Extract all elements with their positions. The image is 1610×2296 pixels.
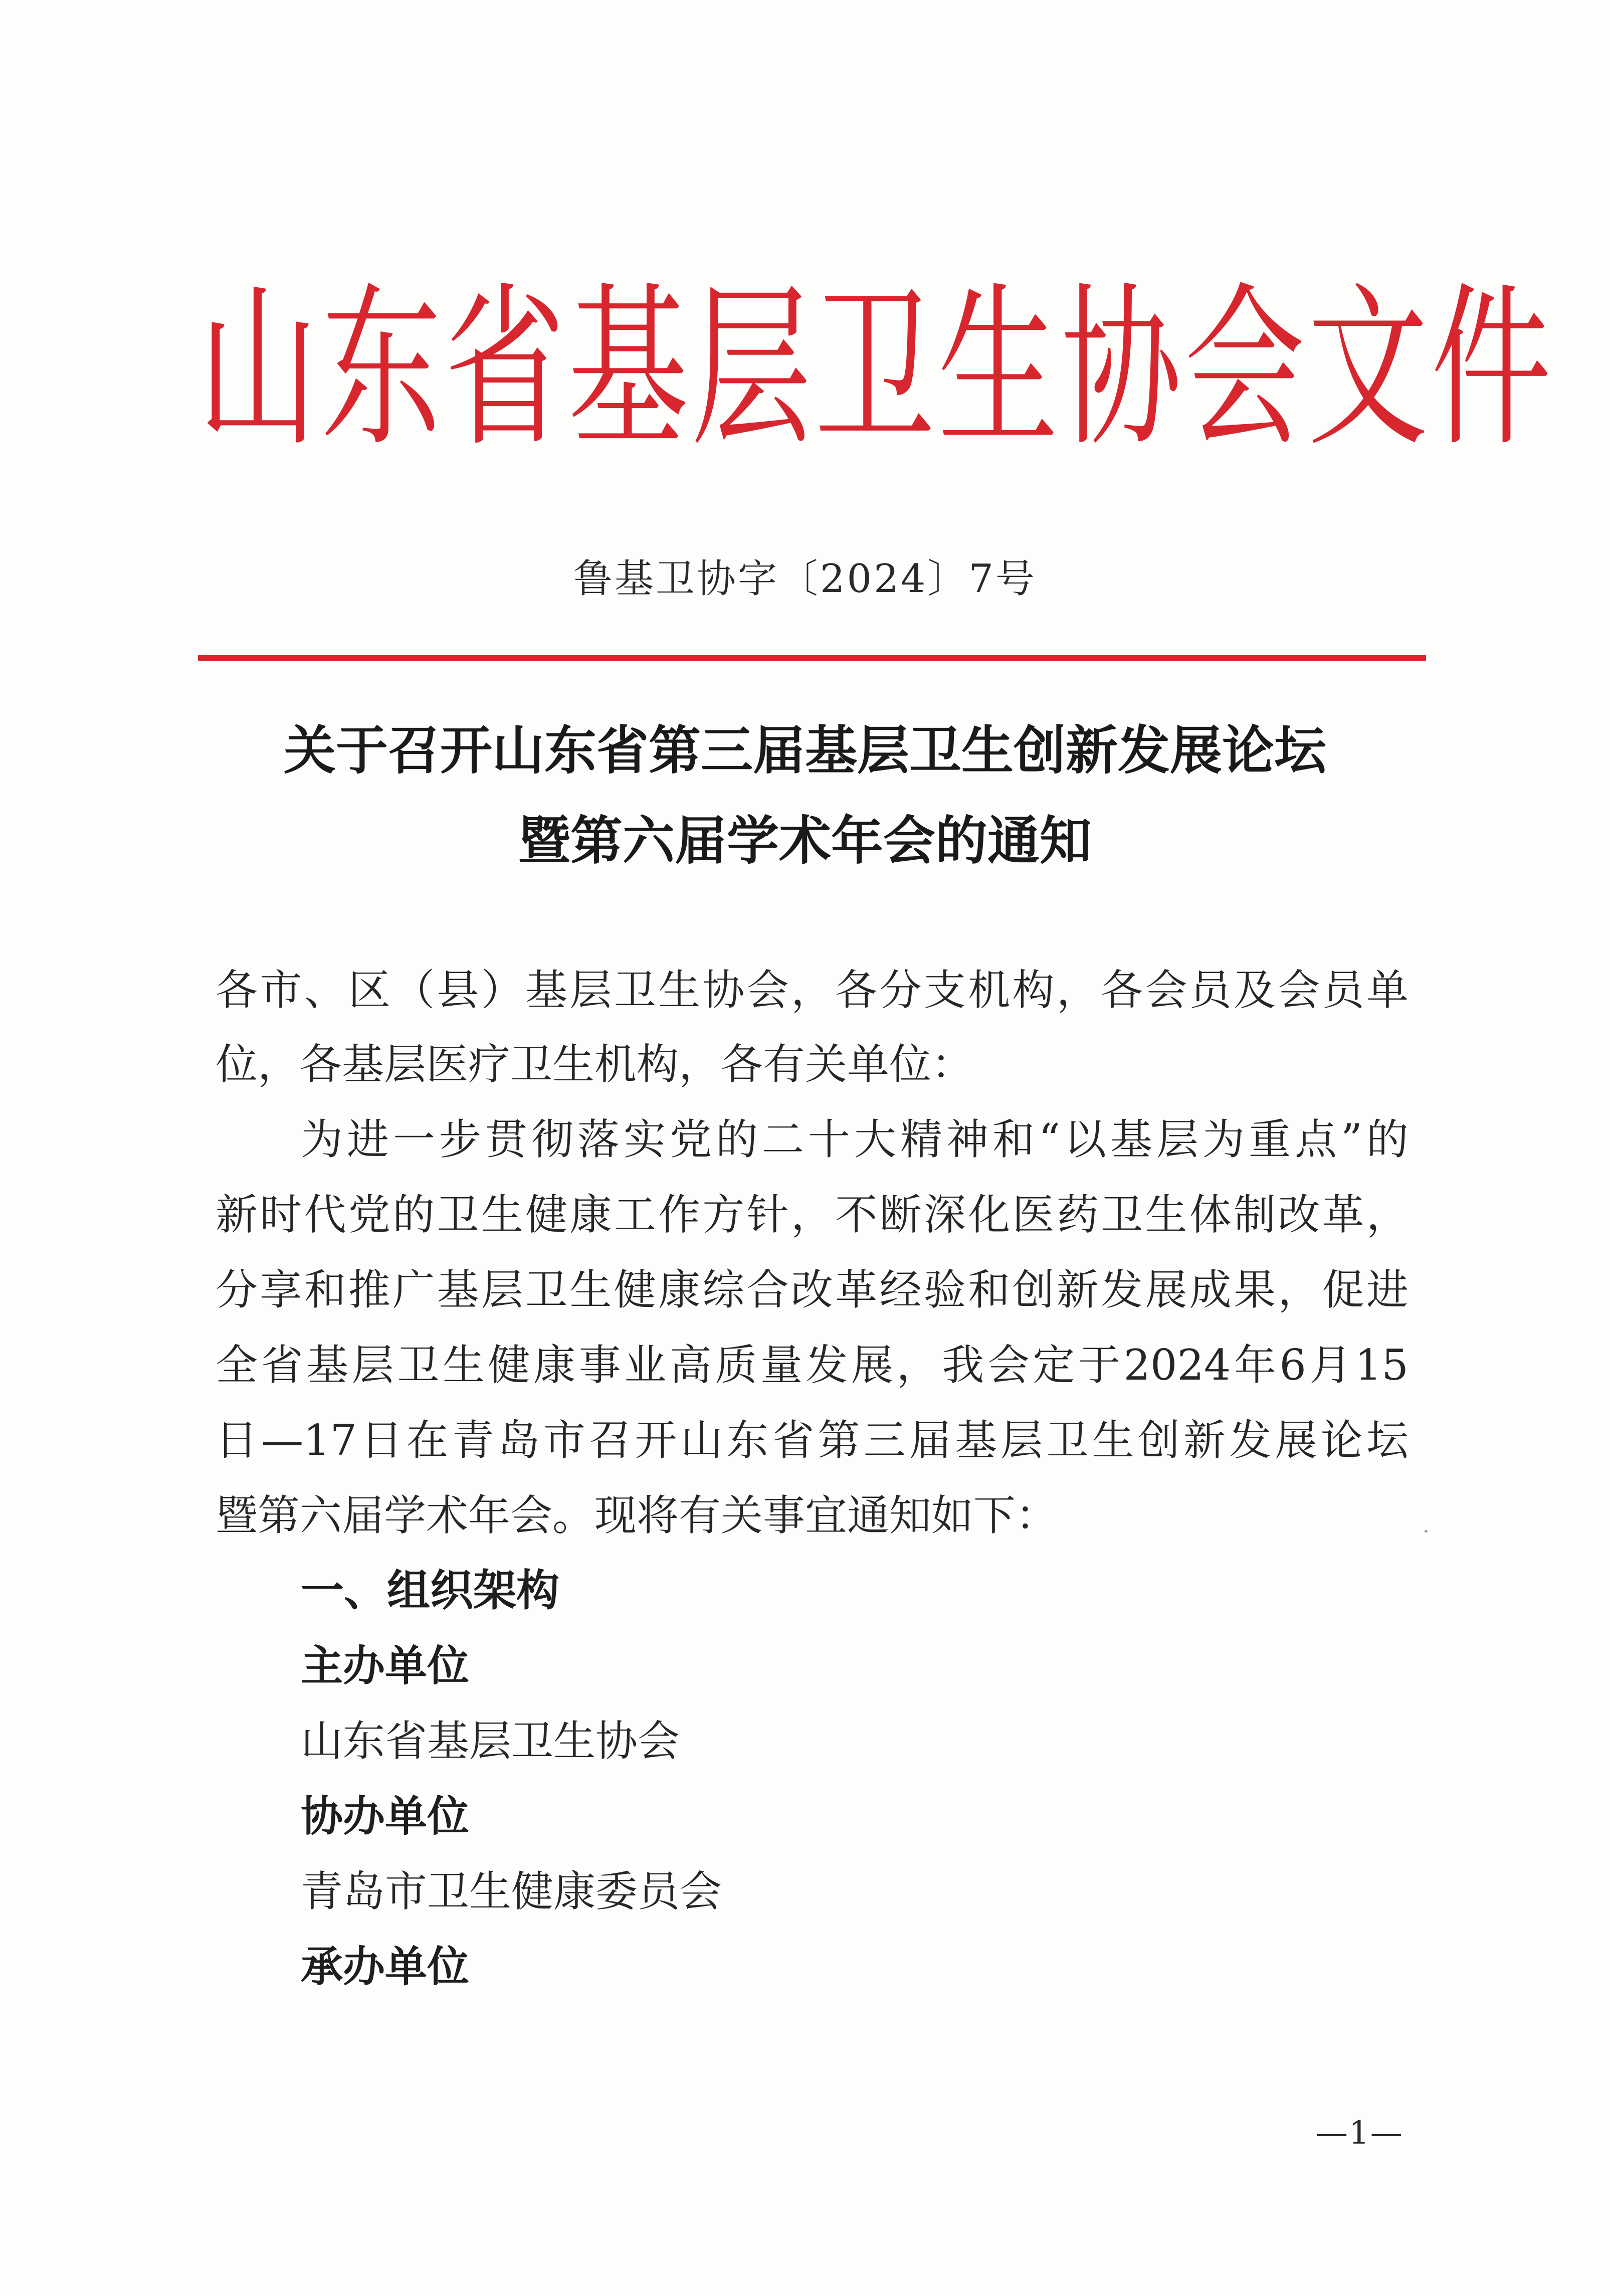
red-divider-line xyxy=(198,655,1426,661)
intro-line-5: 日—17日在青岛市召开山东省第三届基层卫生创新发展论坛 xyxy=(216,1416,1408,1465)
organizer-label: 承办单位 xyxy=(301,1942,470,1991)
scan-speck xyxy=(1425,1530,1428,1533)
intro-line-1: 为进一步贯彻落实党的二十大精神和“以基层为重点”的 xyxy=(301,1115,1408,1164)
intro-line-6: 暨第六届学术年会。现将有关事宜通知如下： xyxy=(216,1491,1058,1540)
page-number: —1— xyxy=(1316,2115,1403,2152)
intro-line-3: 分享和推广基层卫生健康综合改革经验和创新发展成果，促进 xyxy=(216,1265,1408,1314)
salutation-line-1: 各市、区（县）基层卫生协会，各分支机构，各会员及会员单 xyxy=(216,966,1408,1015)
host-value: 山东省基层卫生协会 xyxy=(301,1716,680,1766)
salutation-line-2: 位，各基层医疗卫生机构，各有关单位： xyxy=(216,1040,974,1089)
cohost-label: 协办单位 xyxy=(301,1791,470,1841)
document-number: 鲁基卫协字〔2024〕7号 xyxy=(573,556,1037,602)
section-heading-organization: 一、组织架构 xyxy=(301,1566,559,1616)
notice-title-line-1: 关于召开山东省第三届基层卫生创新发展论坛 xyxy=(283,719,1326,781)
intro-line-4: 全省基层卫生健康事业高质量发展，我会定于2024年6月15 xyxy=(216,1341,1408,1390)
masthead-title: 山东省基层卫生协会文件 xyxy=(198,267,1555,470)
notice-title-line-2: 暨第六届学术年会的通知 xyxy=(518,810,1092,871)
intro-line-2: 新时代党的卫生健康工作方针，不断深化医药卫生体制改革， xyxy=(216,1190,1408,1239)
cohost-value: 青岛市卫生健康委员会 xyxy=(301,1867,722,1916)
host-label: 主办单位 xyxy=(301,1641,470,1690)
